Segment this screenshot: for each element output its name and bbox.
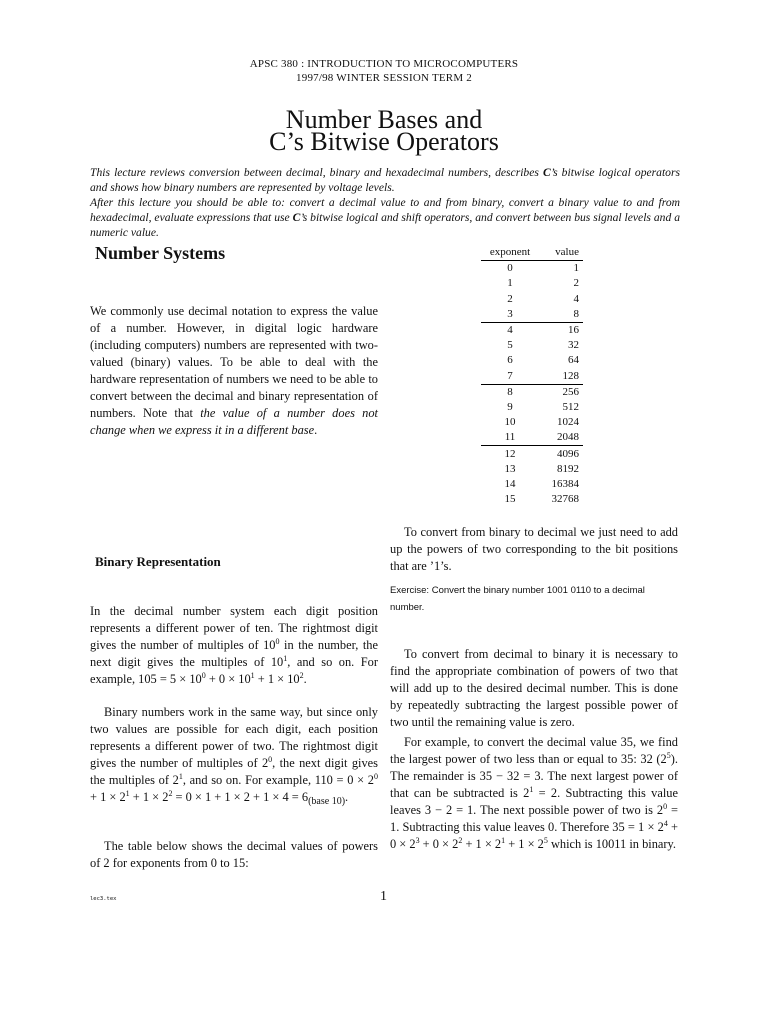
binary-paragraph-1 — [90, 603, 378, 688]
table-row — [481, 400, 583, 415]
text: + 0 × 10 — [205, 672, 251, 686]
text: . — [303, 672, 307, 686]
value-cell: 8 — [539, 307, 583, 323]
subscript: (base 10) — [308, 796, 346, 807]
section-title-number-systems: Number Systems — [95, 243, 226, 263]
table-row — [481, 462, 583, 477]
binary-to-decimal-paragraph: To convert from binary to decimal we just need to add up the powers of two corresponding to the bit positions that are ’1’s. — [390, 525, 678, 573]
exponent-cell: 1 — [507, 277, 513, 290]
value-cell: 32 — [568, 339, 579, 352]
abstract-c-lang: C — [292, 211, 301, 224]
superscript: 5 — [543, 836, 548, 845]
abstract-text: ’s bitwise logical and shift operators, and convert between bus signal levels and a numeric value. — [90, 211, 680, 239]
text: + 0 × 2 — [419, 837, 459, 851]
text: in the number, the next digit gives the multiples of 10 — [90, 638, 378, 669]
text: Binary numbers work in the same way, but since only two values are possible for each digit, each position represents a different power of two. The rightmost digit gives the number of multiples of 2 — [90, 705, 378, 770]
value-cell: 1 — [573, 262, 579, 275]
superscript: 0 — [268, 755, 273, 764]
page-number: 1 — [380, 889, 387, 904]
exponent-cell: 3 — [481, 307, 539, 323]
superscript: 1 — [283, 654, 288, 663]
value-cell: 1024 — [557, 416, 579, 429]
table-row — [481, 307, 583, 323]
abstract-paragraph-1 — [90, 165, 680, 195]
binary-paragraph-2 — [90, 704, 378, 806]
value-cell: 128 — [539, 369, 583, 385]
intro-emphasis: the value of a number does not change when we express it in a different base — [90, 406, 378, 437]
value-cell: 2048 — [539, 430, 583, 446]
value-cell: 8192 — [557, 462, 579, 475]
table-row — [481, 430, 583, 446]
value-cell: 16 — [568, 324, 579, 337]
exponent-cell: 7 — [481, 369, 539, 385]
intro-text: We commonly use decimal notation to express the value of a number. However, in digital logic hardware (including computers) numbers are represented with two-valued (binary) values. To be able to deal with the hardware representation of numbers we need to be able to convert between the decimal and binary representation of numbers. Note that — [90, 304, 378, 420]
text: = 1. Subtracting this value leaves 0. Therefore 35 = 1 × 2 — [390, 803, 678, 834]
abstract — [90, 165, 680, 240]
example-paragraph — [390, 734, 678, 853]
superscript: 4 — [663, 819, 668, 828]
session-header: 1997/98 WINTER SESSION TERM 2 — [296, 72, 472, 84]
text: ). The remainder is 35 − 32 = 3. The next largest power of that can be subtracted is 2 — [390, 752, 678, 800]
table-row — [481, 338, 583, 353]
col-exponent-header: exponent — [481, 245, 539, 261]
table-header-row — [481, 245, 583, 261]
course-header: APSC 380 : INTRODUCTION TO MICROCOMPUTERS — [249, 58, 519, 70]
title-line-1: Number Bases and — [285, 105, 483, 134]
text: , and so on. For example, 110 = 0 × 2 — [182, 773, 374, 787]
superscript: 1 — [178, 772, 183, 781]
title-line-2: C’s Bitwise Operators — [269, 127, 499, 156]
powers-table — [481, 245, 583, 507]
superscript: 0 — [201, 671, 206, 680]
table-row — [481, 446, 583, 462]
text: + 1 × 2 — [129, 790, 169, 804]
superscript: 2 — [168, 789, 173, 798]
powers-of-two-table — [481, 245, 583, 507]
text: , and so on. For example, 105 = 5 × 10 — [90, 655, 378, 686]
text: , the next digit gives the multiples of 2 — [90, 756, 378, 787]
exponent-cell: 14 — [504, 477, 516, 490]
abstract-text: After this lecture you should be able to: convert a decimal value to and from binary, convert a binary value to and from hexadecimal, evaluate expressions that use — [90, 196, 680, 224]
exponent-cell: 5 — [507, 339, 513, 352]
text: In the decimal number system each digit position represents a different power of ten. The rightmost digit gives the number of multiples of 10 — [90, 604, 378, 652]
superscript: 2 — [299, 671, 304, 680]
superscript: 0 — [374, 772, 378, 781]
value-cell: 32768 — [551, 493, 579, 506]
text: + 0 × 2 — [390, 820, 678, 851]
binary-paragraph-3: The table below shows the decimal values of powers of 2 for exponents from 0 to 15: — [90, 839, 378, 870]
superscript: 1 — [250, 671, 255, 680]
text: + 1 × 10 — [254, 672, 300, 686]
intro-end: . — [314, 423, 318, 437]
value-cell: 16384 — [551, 477, 579, 490]
abstract-text: ’s bitwise logical operators and shows how binary numbers are represented by voltage levels. — [90, 166, 680, 194]
table-row — [481, 384, 583, 400]
abstract-paragraph-2 — [90, 195, 680, 240]
abstract-text: This lecture reviews conversion between decimal, binary and hexadecimal numbers, describes — [90, 166, 543, 179]
text: For example, to convert the decimal value 35, we find the largest power of two less than or equal to 35: 32 (2 — [390, 735, 678, 766]
table-row — [481, 322, 583, 338]
table-row — [481, 415, 583, 430]
decimal-to-binary-paragraph: To convert from decimal to binary it is necessary to find the appropriate combination of powers of two that will add up to the desired decimal number. This is done by repeatedly subtracting the largest possible power of two until the remaining value is zero. — [390, 647, 678, 729]
text: + 1 × 2 — [505, 837, 544, 851]
exponent-cell: 0 — [507, 262, 513, 275]
intro-paragraph — [90, 303, 378, 439]
superscript: 3 — [415, 836, 420, 845]
footer-filename: lec3.tex — [90, 896, 117, 902]
table-row — [481, 369, 583, 385]
subsection-title-binary: Binary Representation — [95, 554, 221, 569]
value-cell: 4 — [573, 292, 579, 305]
superscript: 5 — [666, 751, 671, 760]
text: + 1 × 2 — [90, 790, 126, 804]
superscript: 0 — [663, 802, 668, 811]
superscript: 1 — [529, 785, 534, 794]
superscript: 1 — [501, 836, 506, 845]
text: which is 10011 in binary. — [547, 837, 677, 851]
table-row — [481, 353, 583, 368]
value-cell: 256 — [562, 385, 579, 398]
value-cell: 512 — [562, 400, 579, 413]
exponent-cell: 10 — [504, 416, 516, 429]
exponent-cell: 13 — [504, 462, 516, 475]
superscript: 1 — [125, 789, 130, 798]
exponent-cell: 4 — [507, 324, 513, 337]
exponent-cell: 15 — [504, 493, 516, 506]
exercise: Exercise: Convert the binary number 1001 0110 to a decimal number. — [390, 585, 645, 613]
exponent-cell: 12 — [504, 447, 516, 460]
abstract-c-lang: C — [542, 166, 551, 179]
text: . — [345, 790, 349, 804]
exponent-cell: 6 — [507, 354, 513, 367]
table-row — [481, 477, 583, 492]
value-cell: 2 — [573, 277, 579, 290]
exponent-cell: 9 — [507, 400, 513, 413]
value-cell: 4096 — [557, 447, 579, 460]
text: = 2. Subtracting this value leaves 3 − 2 = 1. The next possible power of two is 2 — [390, 786, 678, 817]
exponent-cell: 8 — [507, 385, 513, 398]
superscript: 0 — [275, 637, 280, 646]
exponent-cell: 11 — [481, 430, 539, 446]
superscript: 2 — [458, 836, 463, 845]
exponent-cell: 2 — [507, 292, 513, 305]
table-row — [481, 276, 583, 291]
table-row — [481, 292, 583, 307]
table-row — [481, 261, 583, 277]
table-row — [481, 492, 583, 507]
text: + 1 × 2 — [462, 837, 502, 851]
value-cell: 64 — [568, 354, 579, 367]
text: = 0 × 1 + 1 × 2 + 1 × 4 = 6 — [172, 790, 309, 804]
col-value-header: value — [539, 245, 583, 261]
